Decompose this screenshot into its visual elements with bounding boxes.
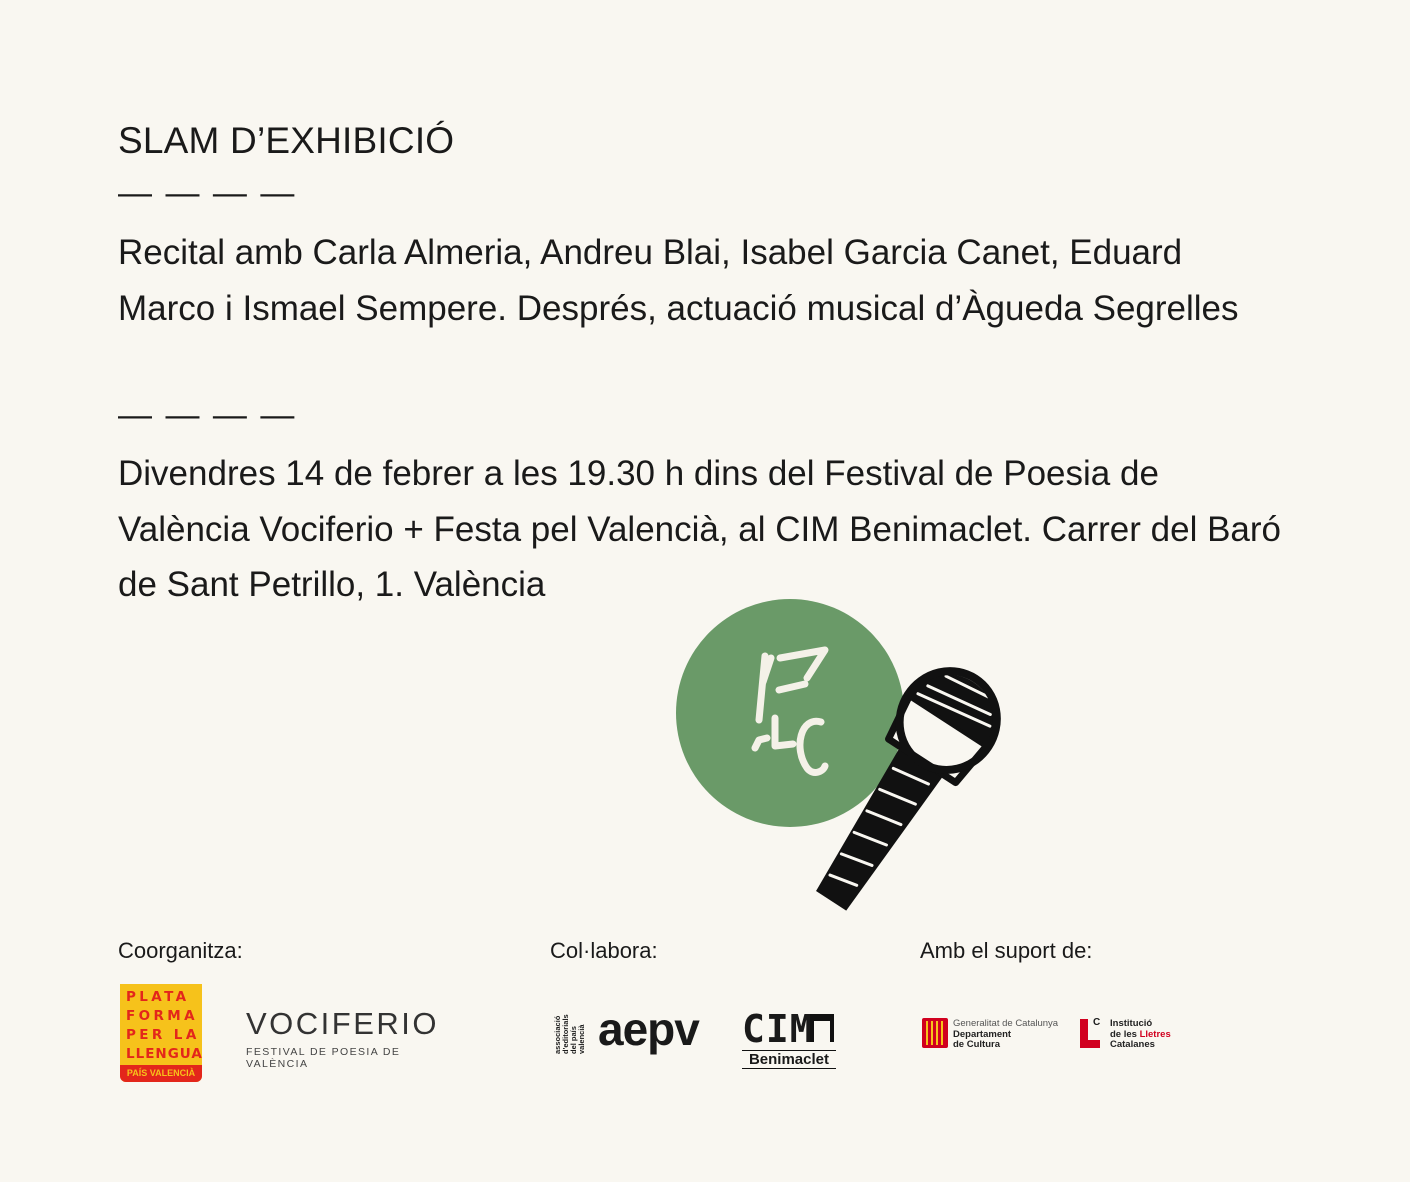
plataforma-line: PLATA xyxy=(126,989,190,1005)
plataforma-line: FORMA xyxy=(126,1008,198,1024)
separator: — — — — xyxy=(118,396,297,434)
collabora-label: Col·labora: xyxy=(550,938,658,963)
ill-line2a: de les xyxy=(1110,1028,1140,1040)
suport-label: Amb el suport de: xyxy=(920,938,1093,963)
cim-name: CIM xyxy=(742,1007,814,1051)
emblem-letters: AELC xyxy=(675,585,717,602)
ill-line1: Institució xyxy=(1110,1018,1153,1029)
aepv-logo xyxy=(552,1002,724,1064)
ill-logo xyxy=(1080,1017,1190,1051)
plataforma-line: PER LA xyxy=(126,1027,200,1043)
coorganitza-label: Coorganitza: xyxy=(118,938,243,963)
generalitat-line3: de Cultura xyxy=(953,1039,1000,1050)
generalitat-line2: Departament xyxy=(953,1028,1012,1040)
event-description: Recital amb Carla Almeria, Andreu Blai, Isabel Garcia Canet, Eduard Marco i Ismael Sempere. Després, actuació musical d’Àgueda Segrelles xyxy=(118,233,1239,328)
event-details: Divendres 14 de febrer a les 19.30 h dins del Festival de Poesia de València Vociferio + Festa pel Valencià, al CIM Benimaclet. Carrer del Baró de Sant Petrillo, 1. València xyxy=(118,454,1281,604)
cim-place: Benimaclet xyxy=(742,1050,836,1069)
plataforma-logo xyxy=(120,984,202,1082)
ill-line2b: Lletres xyxy=(1139,1028,1171,1040)
separator: — — — — xyxy=(118,174,297,212)
plataforma-line: LLENGUA xyxy=(126,1046,203,1062)
music-note-icon xyxy=(810,1014,834,1042)
ill-line3: Catalanes xyxy=(1110,1039,1155,1050)
plataforma-region: PAÍS VALENCIÀ xyxy=(120,1065,202,1082)
vociferio-logo xyxy=(246,1006,456,1070)
ill-letter: C xyxy=(1093,1017,1101,1028)
vociferio-subtitle: FESTIVAL DE POESIA DE VALÈNCIA xyxy=(246,1046,401,1070)
cim-logo xyxy=(742,1007,838,1070)
generalitat-line1: Generalitat de Catalunya xyxy=(953,1018,1059,1029)
generalitat-logo xyxy=(922,1017,1062,1051)
event-title: SLAM D’EXHIBICIÓ xyxy=(118,120,455,161)
microphone-icon xyxy=(820,615,1045,900)
aepv-name: aepv xyxy=(598,1003,699,1055)
aepv-small-text: associació d'editorials del país valencià xyxy=(553,1014,586,1054)
vociferio-name: VOCIFERIO xyxy=(246,1006,440,1041)
senyera-icon xyxy=(922,1018,948,1048)
